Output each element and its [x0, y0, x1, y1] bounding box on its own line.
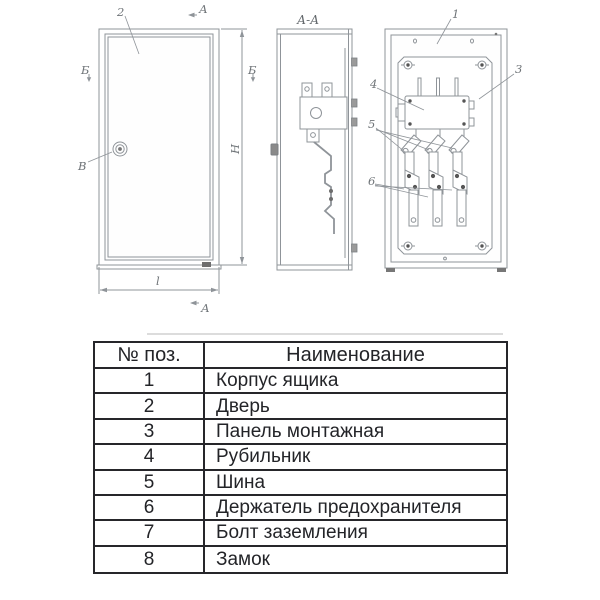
section-mark-a-bottom: [190, 301, 199, 306]
table-row-name: Болт заземления: [205, 521, 506, 546]
table-row-name: Рубильник: [205, 445, 506, 470]
mark-a-top: А: [199, 2, 208, 16]
switch-front-view: [396, 96, 474, 129]
section-view-aa: [271, 29, 357, 270]
front-view: [87, 13, 255, 306]
table-row-name: Замок: [216, 548, 270, 570]
callout-bus: 5: [368, 117, 376, 131]
table-row-name: Шина: [205, 471, 506, 496]
table-row-name: Панель монтажная: [205, 420, 506, 445]
table-row-pos: 6: [95, 496, 205, 521]
section-title: А-А: [297, 13, 320, 27]
switch-side-view: [300, 83, 347, 129]
door-outline: [105, 34, 213, 260]
table-row-name: Дверь: [205, 394, 506, 419]
lock-dot: [118, 147, 122, 151]
callout-panel: 3: [515, 62, 523, 76]
scan-artifact-line: [147, 333, 503, 335]
lock-side-view: [271, 144, 278, 155]
table-row-pos: 7: [95, 521, 205, 546]
panel-view: [375, 19, 514, 272]
callout-fuse-holder: 6: [368, 174, 376, 188]
table-row-pos: 3: [95, 420, 205, 445]
table-row-name: Держатель предохранителя: [205, 496, 506, 521]
callout-door: 2: [117, 5, 125, 19]
callout-body: 1: [452, 7, 460, 21]
section-mark-a-top: [188, 13, 197, 18]
mark-a-bottom: А: [201, 301, 210, 315]
bus-side-view: [307, 129, 334, 234]
dim-height-label: H: [228, 143, 242, 154]
callout-switch: 4: [370, 77, 378, 91]
table-header-name: Наименование: [205, 343, 506, 369]
table-row-pos: 1: [95, 369, 205, 394]
table-row-name: Корпус ящика: [205, 369, 506, 394]
parts-table: [93, 341, 508, 574]
table-row-pos: 8: [95, 547, 205, 572]
mark-b-left: Б: [81, 63, 90, 77]
table-header-pos: № поз.: [95, 343, 205, 369]
dim-length-label: l: [156, 274, 160, 288]
table-row-pos: 2: [95, 394, 205, 419]
mark-b-right: Б: [248, 63, 257, 77]
table-row-pos: 4: [95, 445, 205, 470]
ground-bolt-mark: [202, 262, 211, 267]
mark-lock-view: В: [78, 159, 87, 173]
fuse-assemblies: [401, 129, 469, 226]
table-row-pos: 5: [95, 471, 205, 496]
